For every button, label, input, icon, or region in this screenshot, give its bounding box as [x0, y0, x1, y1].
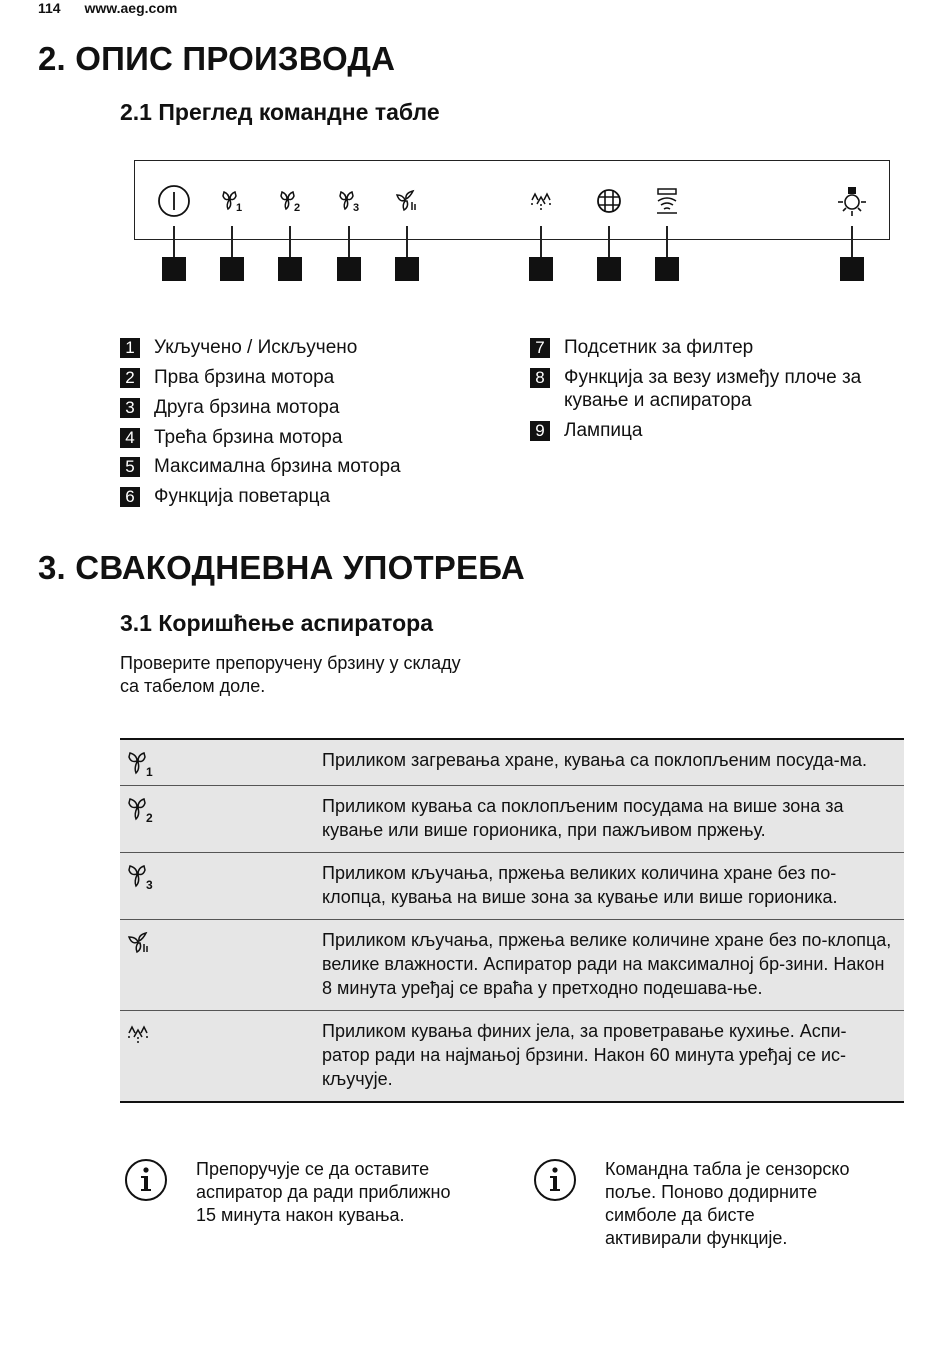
section-title: 2. ОПИС ПРОИЗВОДА [38, 40, 396, 77]
page-header [38, 0, 197, 16]
svg-text:2: 2 [294, 202, 301, 214]
note-text: Командна табла је сензорско поље. Поново додирните симболе да бисте активирали функције. [605, 1159, 850, 1248]
breeze-icon [524, 184, 558, 218]
website: www.aeg.com [84, 0, 178, 16]
table-cell: Приликом кувања са поклопљеним посудама на више зона за кување или више горионика, при пажљивом пржењу. [322, 796, 844, 840]
subsection-title: 2.1 Преглед командне табле [120, 99, 440, 125]
callout-8 [655, 257, 679, 281]
table-cell: Приликом кувања финих јела, за проветравање кухиње. Аспи-ратор ради на најмањој брзини. Након 60 минута уређај се ис-кључује. [322, 1021, 847, 1089]
legend-item: 5 Максимална брзина мотора [120, 455, 500, 478]
fan-speed-2-icon [120, 786, 322, 852]
fan-boost-icon [120, 920, 322, 1010]
fan-speed-3-icon [332, 184, 366, 218]
fan-speed-1-icon [120, 740, 322, 785]
legend-item: 7 Подсетник за филтер [530, 336, 900, 359]
legend-item: 9 Лампица [530, 419, 900, 442]
callout-9 [840, 257, 864, 281]
breeze-icon [120, 1011, 322, 1101]
info-note [533, 1158, 850, 1250]
speed-table [120, 738, 904, 1103]
filter-grid-icon [592, 184, 626, 218]
section-title: 3. СВАКОДНЕВНА УПОТРЕБА [38, 549, 525, 586]
power-icon [157, 184, 191, 218]
note-text: Препоручује се да оставите аспиратор да ради приближно 15 минута након кувања. [196, 1159, 451, 1225]
table-row [120, 1011, 904, 1103]
hob-link-icon [650, 184, 684, 218]
table-row [120, 740, 904, 786]
legend-item: 2 Прва брзина мотора [120, 366, 500, 389]
svg-text:3: 3 [146, 878, 153, 892]
table-cell: Приликом загревања хране, кувања са поклопљеним посуда-ма. [322, 750, 868, 770]
lamp-icon [835, 184, 869, 218]
fan-speed-3-icon [120, 853, 322, 919]
table-row [120, 853, 904, 920]
callout-1 [162, 257, 186, 281]
legend-item: 6 Функција поветарца [120, 485, 500, 508]
svg-text:3: 3 [353, 202, 360, 214]
callout-6 [529, 257, 553, 281]
info-icon [533, 1158, 577, 1202]
table-cell: Приликом кључања, пржења велике количине хране без по-клопца, велике влажности. Аспиратор ради на максималној бр-зини. Након 8 минута уређај се враћа у претходно подешава-ње. [322, 930, 892, 998]
page-number: 114 [38, 0, 61, 16]
callout-3 [278, 257, 302, 281]
info-note [124, 1158, 461, 1227]
table-cell: Приликом кључања, пржења великих количина хране без по-клопца, кувања на више зона за кување или више горионика. [322, 863, 838, 907]
legend-item: 8 Функција за везу између плоче за кување и аспиратора [530, 366, 900, 412]
callout-5 [395, 257, 419, 281]
svg-text:2: 2 [146, 811, 153, 825]
legend-item: 3 Друга брзина мотора [120, 396, 500, 419]
table-row [120, 920, 904, 1011]
fan-boost-icon [390, 184, 424, 218]
legend-item: 1 Укључено / Искључено [120, 336, 500, 359]
info-icon [124, 1158, 168, 1202]
svg-text:1: 1 [236, 202, 243, 214]
callout-2 [220, 257, 244, 281]
legend-item: 4 Трећа брзина мотора [120, 426, 500, 449]
fan-speed-2-icon [273, 184, 307, 218]
callout-7 [597, 257, 621, 281]
fan-speed-1-icon [215, 184, 249, 218]
callout-4 [337, 257, 361, 281]
intro-text: Проверите препоручену брзину у складу са табелом доле. [120, 653, 461, 696]
subsection-title: 3.1 Коришћење аспиратора [120, 610, 433, 636]
svg-text:1: 1 [146, 765, 153, 779]
table-row [120, 786, 904, 853]
